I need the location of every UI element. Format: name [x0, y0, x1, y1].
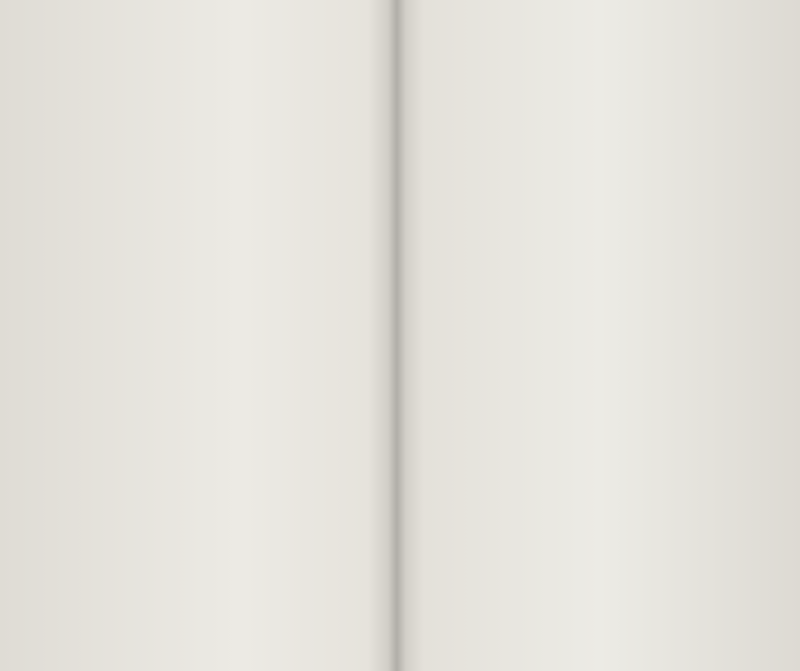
book-gutter [388, 0, 406, 671]
